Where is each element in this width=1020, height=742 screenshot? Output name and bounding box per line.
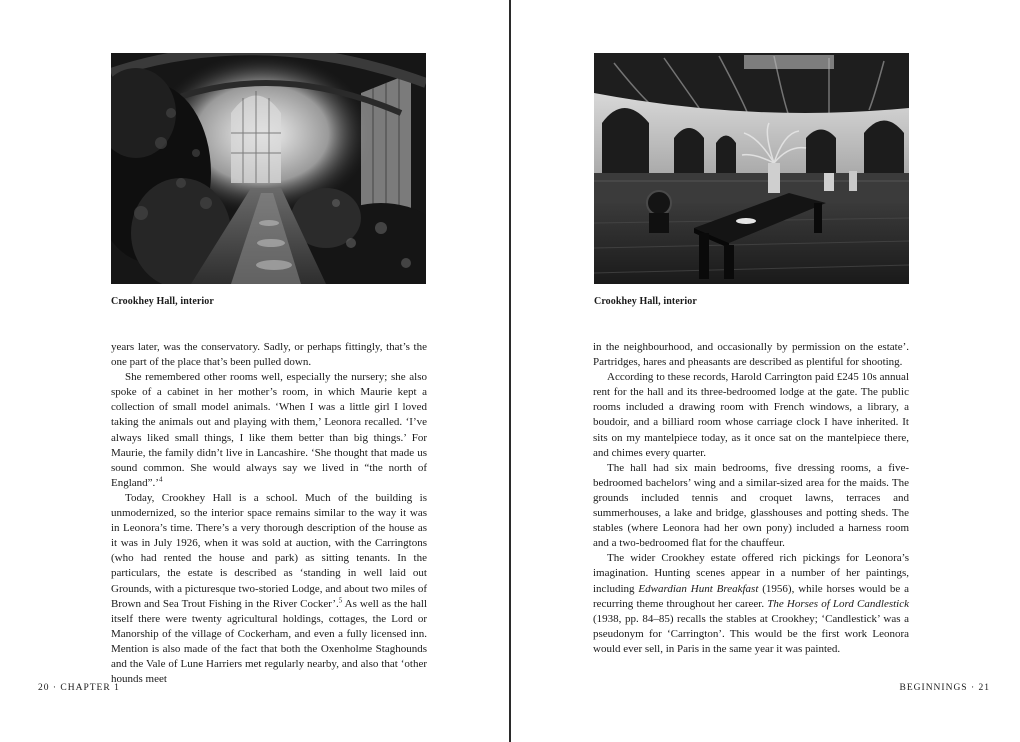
photo-caption: Crookhey Hall, interior	[594, 296, 697, 307]
paragraph-text: The wider Crookhey estate offered rich pickings for Leonora’s imagination. Hunting scenes appear in a number of her paintings, including	[593, 552, 909, 595]
conservatory-photo	[111, 53, 426, 284]
footnote-ref[interactable]: 4	[158, 475, 163, 484]
paragraph	[111, 491, 427, 687]
page-folio: BEGINNINGS · 21	[899, 683, 990, 693]
paragraph: The hall had six main bedrooms, five dressing rooms, a five-bedroomed bachelors’ wing and a similar-sized area for the maids. The grounds included tennis and croquet lawns, terraces and summerhouses, a lake and bridge, glasshouses and potting sheds. The stables (where Leonora had her own pony) included a harness room and a two-bedroomed flat for the chauffeur.	[593, 461, 909, 550]
artwork-title: Edwardian Hunt Breakfast	[638, 582, 759, 595]
photo-caption: Crookhey Hall, interior	[111, 296, 214, 307]
hall-photo	[594, 53, 909, 284]
body-text	[111, 340, 427, 687]
paragraph: According to these records, Harold Carrington paid £245 10s annual rent for the hall and its three-bedroomed lodge at the gate. The public rooms included a drawing room with French windows, a library, a boudoir, and a billiard room whose carriage clock I have inherited. It sits on my mantelpiece today, as it once sat on the mantelpiece there, and chimes every quarter.	[593, 371, 909, 459]
conservatory-photo-image	[111, 53, 426, 284]
paragraph: in the neighbourhood, and occasionally by permission on the estate’. Partridges, hares and pheasants are described as plentiful for shooting.	[593, 341, 909, 369]
paragraph-text: (1956), while horses would be a recurring theme throughout her career.	[593, 582, 910, 610]
paragraph	[593, 551, 909, 657]
hall-photo-image	[594, 53, 909, 284]
paragraph-text: Today, Crookhey Hall is a school. Much of the building is unmodernized, so the interior space remains similar to the way it was in Leonora’s time. There’s a very thorough description of the house as it was in July 1926, when it was sold at auction, with the Carringtons (who had rented the house and park) as sitting tenants. In the particulars, the estate is described as ‘standing in well laid out Grounds, with a picturesque two-storied Lodge, and about two miles of Brown and Sea Trout Fishing in the River Cocker’.	[111, 491, 427, 610]
page-folio: 20 · CHAPTER 1	[38, 683, 120, 693]
paragraph: years later, was the conservatory. Sadly, or perhaps fittingly, that’s the one part of the place that’s been pulled down.	[111, 341, 427, 369]
footnote-ref[interactable]: 5	[338, 595, 343, 604]
right-page	[511, 0, 1020, 742]
paragraph-text: As well as the hall itself there were twenty agricultural holdings, cottages, the Lord or Manorship of the village of Cockerham, and even a fully licensed inn. Mention is also made of the fact that both the Oxenholme Staghounds and the Vale of Lune Harriers met regularly nearby, and also that ‘other hounds meet	[111, 597, 428, 686]
paragraph-text: She remembered other rooms well, especially the nursery; she also spoke of a cabinet in her mother’s room, in which Maurie kept a collection of small model animals. ‘When I was a little girl I loved taking the animals out and playing with them,’ Leonora recalled. ‘I’ve always liked small things, I like them better than big things.’ For Maurie, the family didn’t live in Lancashire. ‘She thought that made us sound common. She would always say we lived in “the north of England”.’	[111, 371, 427, 489]
paragraph-text: (1938, pp. 84–85) recalls the stables at Crookhey; ‘Candlestick’ was a pseudonym for ‘Carrington’. This would be the first work Leonora would ever sell, in Paris in the same year it was painted.	[593, 612, 909, 655]
left-page	[0, 0, 509, 742]
body-text	[593, 340, 909, 657]
artwork-title: The Horses of Lord Candlestick	[767, 597, 909, 610]
paragraph	[111, 370, 427, 491]
